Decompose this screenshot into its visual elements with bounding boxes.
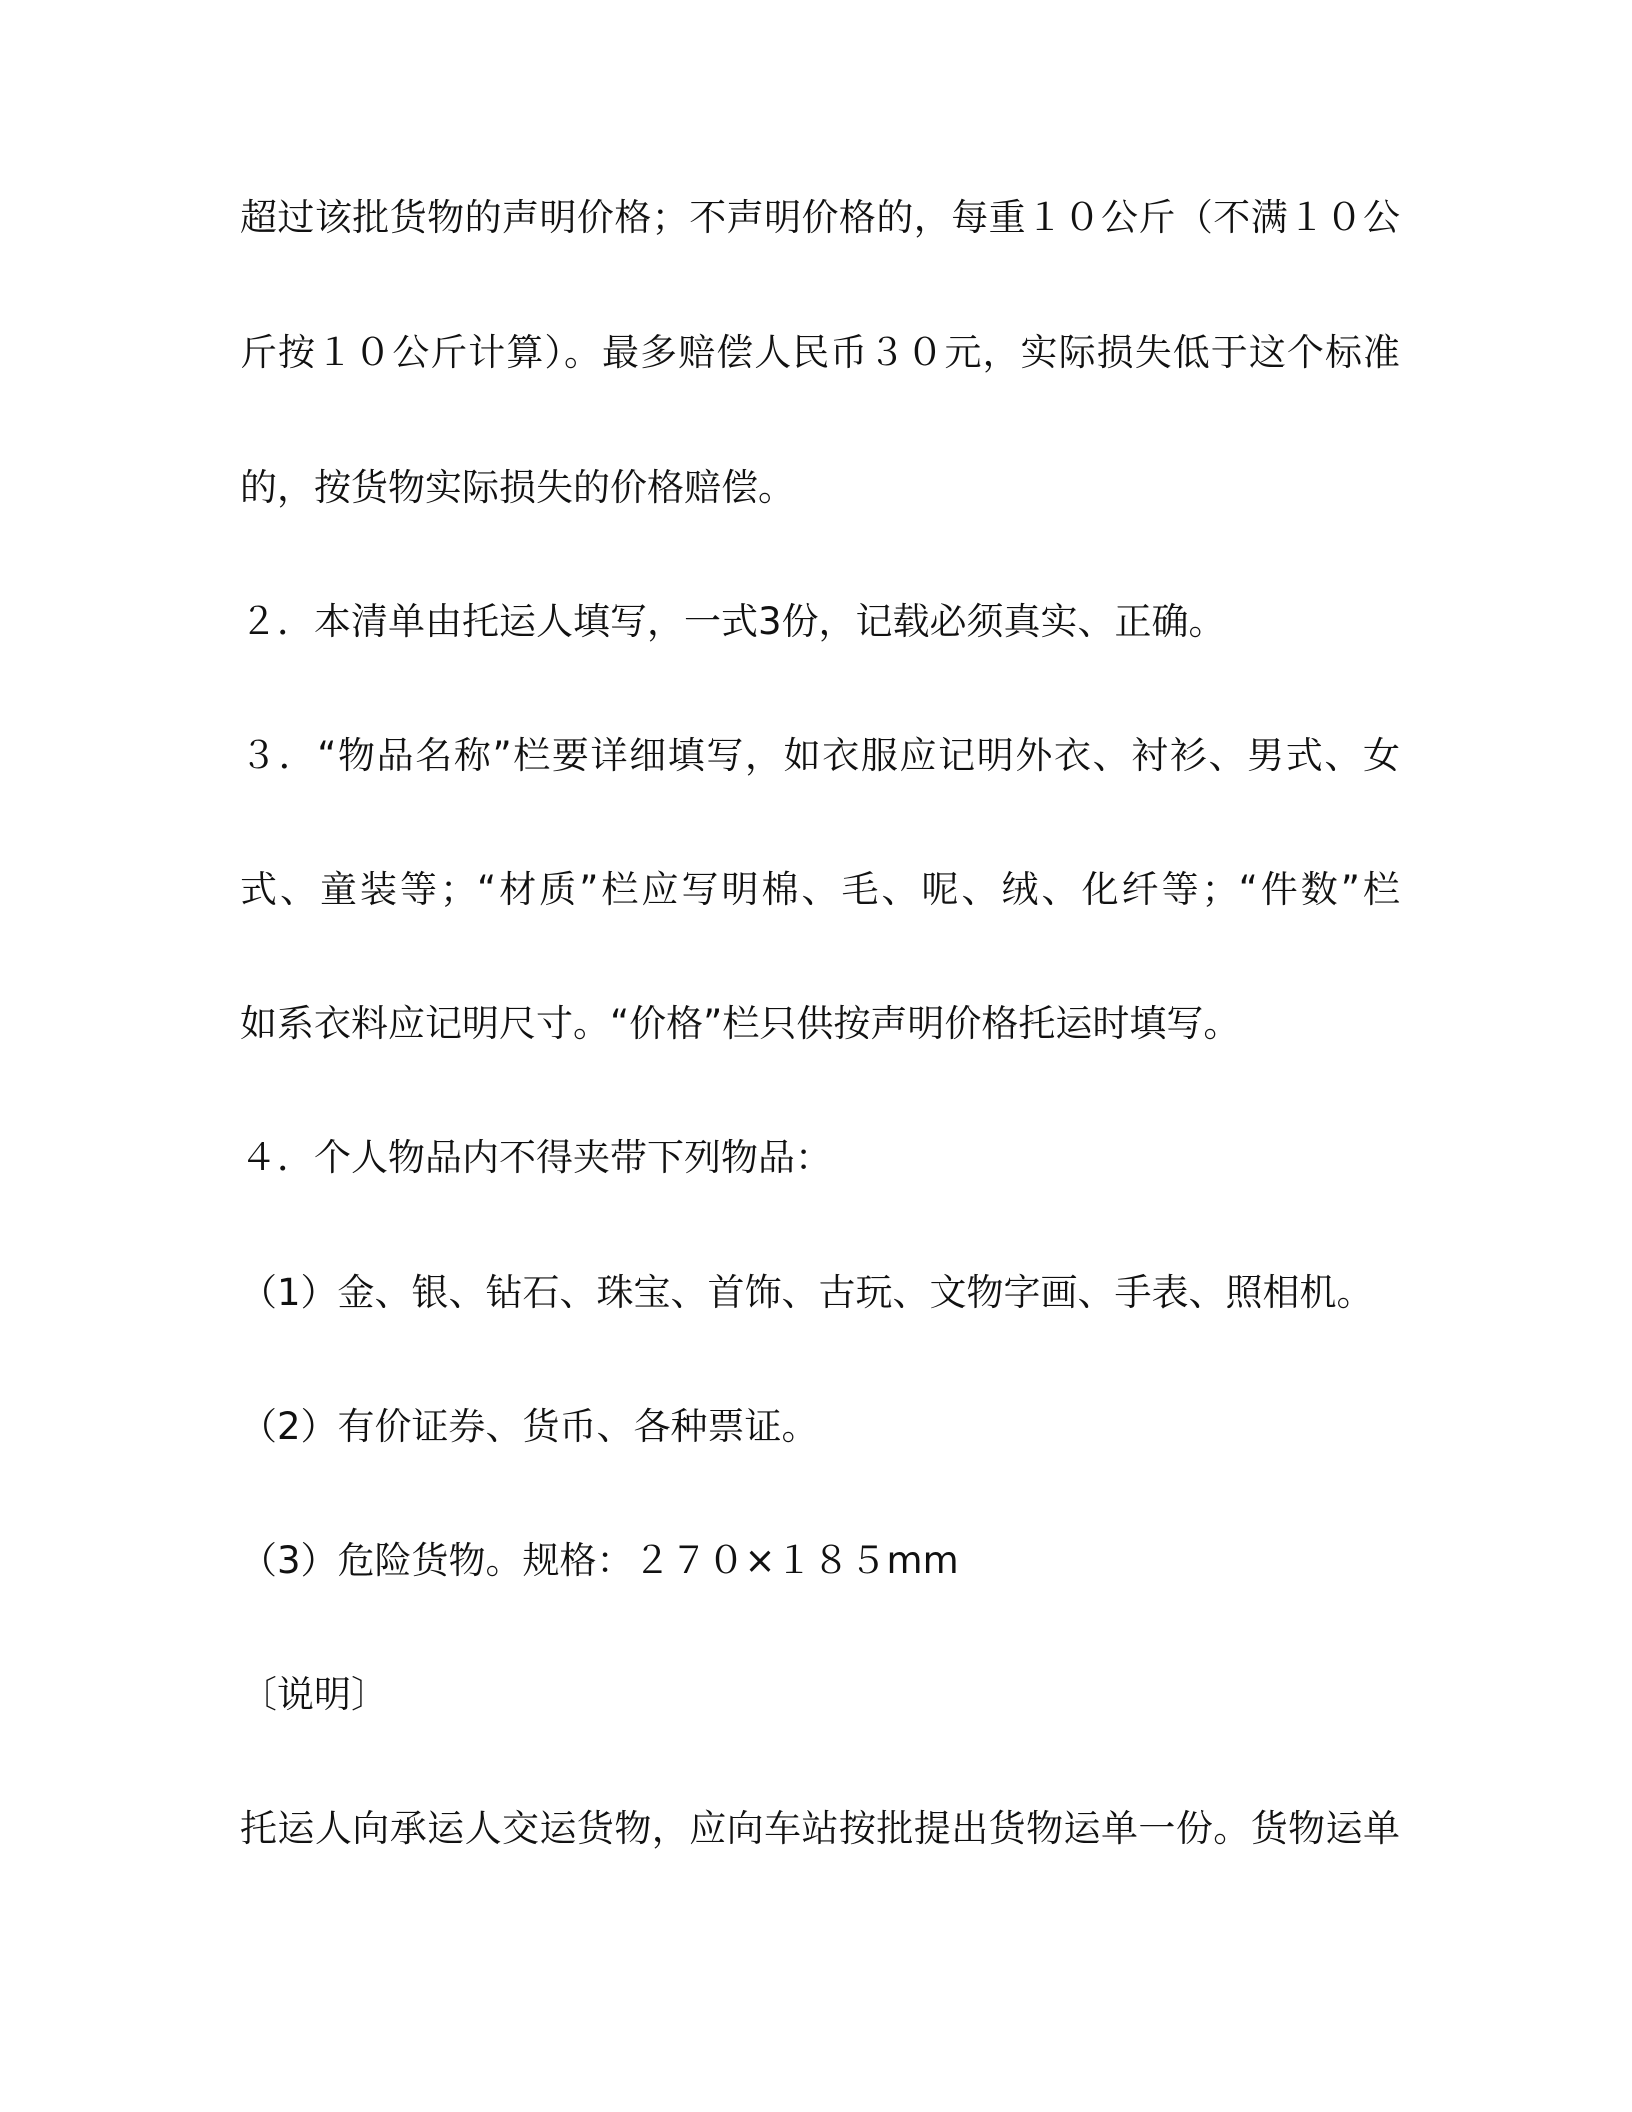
- list-item-4: ４．个人物品内不得夹带下列物品：: [240, 1136, 832, 1179]
- section-heading: 〔说明〕: [240, 1673, 388, 1716]
- list-item-2: ２．本清单由托运人填写，一式3份，记载必须真实、正确。: [240, 600, 1226, 643]
- paragraph-line: 超过该批货物的声明价格；不声明价格的，每重１０公斤（不满１０公: [240, 196, 1400, 239]
- paragraph-line: 如系衣料应记明尺寸。“价格”栏只供按声明价格托运时填写。: [240, 1002, 1241, 1045]
- sub-item-1: （1）金、银、钻石、珠宝、首饰、古玩、文物字画、手表、照相机。: [240, 1271, 1374, 1314]
- paragraph-line: 的，按货物实际损失的价格赔偿。: [240, 466, 795, 509]
- sub-item-3: （3）危险货物。规格：２７０×１８５mm: [240, 1539, 959, 1582]
- sub-item-2: （2）有价证券、货币、各种票证。: [240, 1405, 819, 1448]
- paragraph-line: 托运人向承运人交运货物，应向车站按批提出货物运单一份。货物运单: [240, 1807, 1400, 1850]
- list-item-3: ３．“物品名称”栏要详细填写，如衣服应记明外衣、衬衫、男式、女: [240, 734, 1400, 777]
- paragraph-line: 斤按１０公斤计算）。最多赔偿人民币３０元，实际损失低于这个标准: [240, 331, 1400, 374]
- paragraph-line: 式、童装等；“材质”栏应写明棉、毛、呢、绒、化纤等；“件数”栏: [240, 868, 1400, 911]
